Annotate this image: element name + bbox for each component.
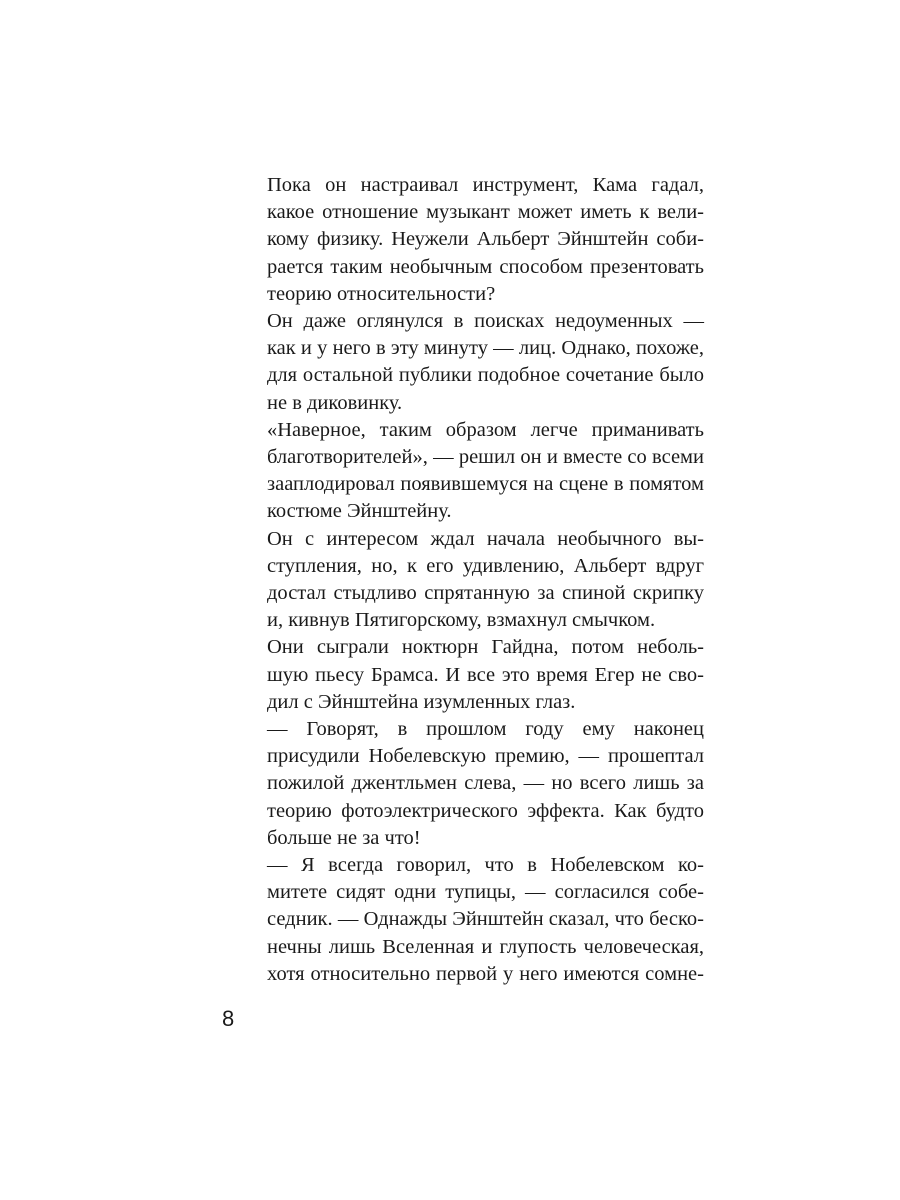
text-line: теорию фотоэлектрического эффекта. Как будто xyxy=(267,799,704,822)
text-line: седник. — Однажды Эйнштейн сказал, что беско- xyxy=(267,908,704,931)
text-line: Пока он настраивал инструмент, Кама гадал, xyxy=(267,174,704,196)
text-line: зааплодировал появившемуся на сцене в помятом xyxy=(267,473,704,496)
text-line: — Я всегда говорил, что в Нобелевском ко- xyxy=(267,854,704,877)
text-line: ступления, но, к его удивлению, Альберт вдруг xyxy=(267,554,704,577)
text-line: шую пьесу Брамса. И все это время Егер не сво- xyxy=(267,663,704,686)
text-line: костюме Эйнштейну. xyxy=(267,500,452,523)
text-line: больше не за что! xyxy=(267,826,421,849)
text-line: Он с интересом ждал начала необычного вы- xyxy=(267,527,704,550)
body-text xyxy=(230,172,704,988)
text-line: — Говорят, в прошлом году ему наконец xyxy=(267,718,704,741)
text-line: хотя относительно первой у него имеются сомне- xyxy=(267,962,704,985)
text-line: достал стыдливо спрятанную за спиной скрипку xyxy=(267,582,704,605)
text-line: благотворителей», — решил он и вместе со всеми xyxy=(267,446,704,469)
paragraph-7 xyxy=(230,852,704,988)
paragraph-3 xyxy=(230,417,704,526)
text-line: рается таким необычным способом презентовать xyxy=(267,255,704,278)
text-line: какое отношение музыкант может иметь к вели- xyxy=(267,201,704,224)
text-line: Они сыграли ноктюрн Гайдна, потом неболь- xyxy=(267,636,704,659)
text-line: дил с Эйнштейна изумленных глаз. xyxy=(267,690,576,713)
text-line: кому физику. Неужели Альберт Эйнштейн соби- xyxy=(267,228,704,251)
paragraph-4 xyxy=(230,526,704,635)
text-line: пожилой джентльмен слева, — но всего лишь за xyxy=(267,772,704,795)
text-line: митете сидят одни тупицы, — согласился собе- xyxy=(267,881,704,904)
text-line: для остальной публики подобное сочетание было xyxy=(267,364,704,387)
paragraph-5 xyxy=(230,634,704,716)
paragraph-1 xyxy=(230,172,704,308)
text-line: и, кивнув Пятигорскому, взмахнул смычком. xyxy=(267,609,656,632)
text-line: как и у него в эту минуту — лиц. Однако, похоже, xyxy=(267,337,704,360)
paragraph-2 xyxy=(230,308,704,417)
text-line: нечны лишь Вселенная и глупость человеческая, xyxy=(267,935,704,958)
text-line: не в диковинку. xyxy=(267,391,403,414)
text-line: присудили Нобелевскую премию, — прошептал xyxy=(267,745,704,768)
page-number: 8 xyxy=(222,1006,235,1031)
text-line: теорию относительности? xyxy=(267,282,496,305)
text-line: «Наверное, таким образом легче приманивать xyxy=(267,418,704,441)
paragraph-6 xyxy=(230,716,704,852)
text-line: Он даже оглянулся в поисках недоуменных — xyxy=(267,310,704,333)
